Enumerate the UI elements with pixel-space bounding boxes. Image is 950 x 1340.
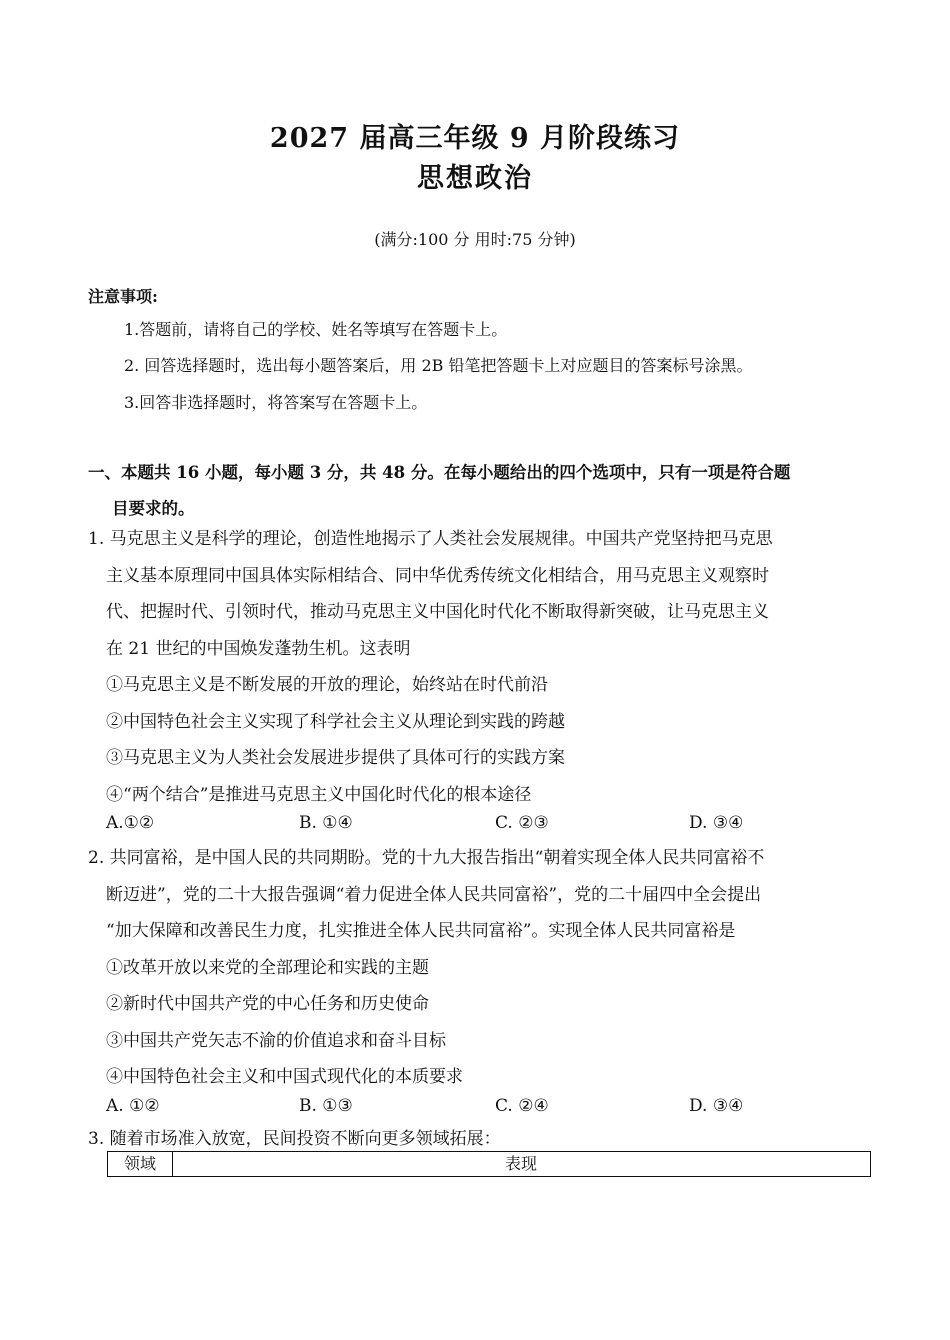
- question-3-stem-line: 3. 随着市场准入放宽，民间投资不断向更多领域拓展：: [88, 1129, 501, 1149]
- choice-b[interactable]: B. ①③: [299, 1096, 353, 1116]
- question-3-table: [107, 1151, 871, 1177]
- score-time-info: (满分:100 分 用时:75 分钟): [374, 230, 576, 249]
- choice-a[interactable]: A. ①②: [106, 1096, 160, 1116]
- question-2: [88, 840, 878, 1096]
- table-header-performance: 表现: [504, 1154, 537, 1173]
- section-line-2: 目要求的。: [112, 499, 195, 518]
- note-item-2: 2. 回答选择题时，选出每小题答案后，用 2B 铅笔把答题卡上对应题目的答案标号涂黑。: [124, 356, 753, 375]
- choice-b[interactable]: B. ①④: [299, 813, 353, 833]
- question-1-statement: ①马克思主义是不断发展的开放的理论，始终站在时代前沿: [106, 675, 548, 695]
- question-2-stem-line: 2. 共同富裕，是中国人民的共同期盼。党的十九大报告指出“朝着实现全体人民共同富裕不: [88, 848, 765, 868]
- table-header-field: 领域: [108, 1152, 173, 1176]
- subject-title: 思想政治: [417, 163, 533, 194]
- exam-title: 2027 届高三年级 9 月阶段练习: [269, 123, 681, 154]
- notes-heading: 注意事项:: [88, 287, 158, 306]
- choice-d[interactable]: D. ③④: [689, 1096, 744, 1116]
- question-2-stem-line: 断迈进”，党的二十大报告强调“着力促进全体人民共同富裕”，党的二十届四中全会提出: [106, 884, 762, 905]
- question-1-stem-line: 主义基本原理同中国具体实际相结合、同中华优秀传统文化相结合，用马克思主义观察时: [106, 565, 769, 586]
- question-1-choices: [106, 813, 886, 839]
- question-2-statement: ④中国特色社会主义和中国式现代化的本质要求: [106, 1067, 463, 1087]
- section-line-1: 一、本题共 16 小题，每小题 3 分，共 48 分。在每小题给出的四个选项中，只有一项是符合题: [88, 463, 791, 482]
- question-2-statement: ①改革开放以来党的全部理论和实践的主题: [106, 957, 429, 978]
- question-2-stem-line: “加大保障和改善民生力度，扎实推进全体人民共同富裕”。实现全体人民共同富裕是: [106, 921, 736, 941]
- choice-a[interactable]: A.①②: [106, 813, 155, 833]
- question-1-statement: ④“两个结合”是推进马克思主义中国化时代化的根本途径: [106, 784, 532, 805]
- question-1-stem-line: 1. 马克思主义是科学的理论，创造性地揭示了人类社会发展规律。中国共产党坚持把马克思: [88, 529, 773, 549]
- note-item-1: 1.答题前，请将自己的学校、姓名等填写在答题卡上。: [124, 320, 508, 339]
- question-1-stem-line: 在 21 世纪的中国焕发蓬勃生机。这表明: [106, 638, 411, 659]
- question-2-statement: ③中国共产党矢志不渝的价值追求和奋斗目标: [106, 1030, 446, 1051]
- question-2-statement: ②新时代中国共产党的中心任务和历史使命: [106, 994, 429, 1014]
- question-1-statement: ②中国特色社会主义实现了科学社会主义从理论到实践的跨越: [106, 711, 565, 732]
- question-1: [88, 521, 878, 813]
- choice-d[interactable]: D. ③④: [689, 813, 744, 833]
- question-1-statement: ③马克思主义为人类社会发展进步提供了具体可行的实践方案: [106, 748, 565, 768]
- choice-c[interactable]: C. ②④: [495, 1096, 549, 1116]
- question-2-choices: [106, 1096, 886, 1122]
- section-instruction: [88, 455, 878, 527]
- question-1-stem-line: 代、把握时代、引领时代，推动马克思主义中国化时代化不断取得新突破，让马克思主义: [106, 602, 769, 622]
- note-item-3: 3.回答非选择题时，将答案写在答题卡上。: [124, 393, 428, 412]
- choice-c[interactable]: C. ②③: [495, 813, 549, 833]
